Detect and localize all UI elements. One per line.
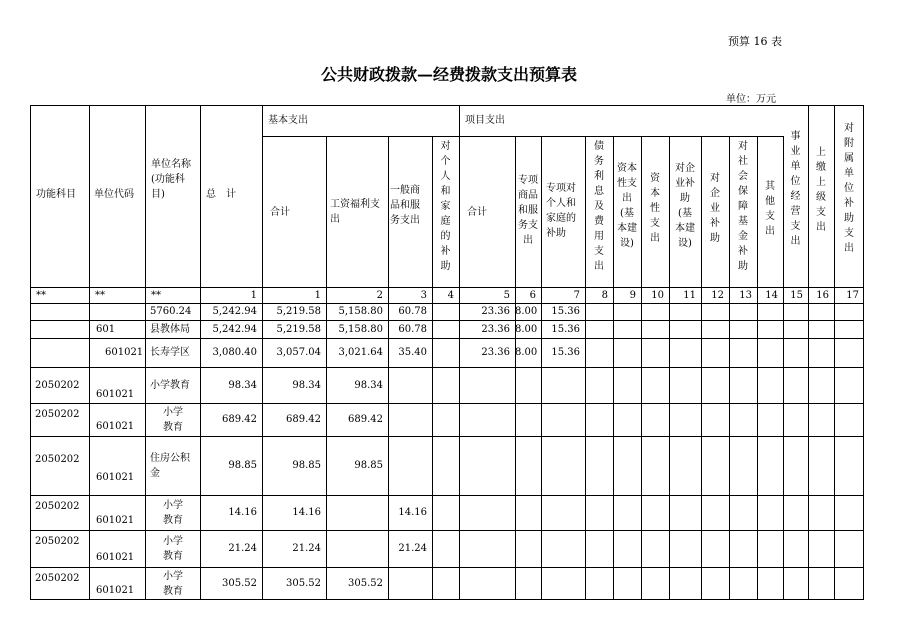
cell-proj-indiv: 15.36: [551, 306, 580, 317]
cell-total: 5,242.94: [212, 306, 257, 317]
index-cell: 17: [846, 290, 859, 301]
index-cell: 4: [447, 290, 454, 301]
cell-basic-sum: 689.42: [286, 414, 321, 425]
cell-basic-sum: 5,219.58: [276, 324, 321, 335]
cell-total: 5,242.94: [212, 324, 257, 335]
cell-function-code: 2050202: [35, 380, 80, 391]
header-basic-expenditure: 基本支出: [268, 115, 308, 126]
index-cell: 13: [739, 290, 752, 301]
cell-unit-name: 小学 教育: [163, 571, 183, 597]
cell-unit-name: 小学 教育: [163, 500, 183, 526]
cell-unit-code: 601021: [96, 472, 135, 483]
index-cell: 16: [816, 290, 829, 301]
cell-basic-sum: 3,057.04: [276, 347, 321, 358]
index-cell: 10: [651, 290, 664, 301]
cell-wage: 5,158.80: [338, 306, 383, 317]
index-cell: 1: [250, 290, 257, 301]
cell-wage: 5,158.80: [338, 324, 383, 335]
cell-total: 98.34: [228, 380, 257, 391]
index-cell: 8: [601, 290, 608, 301]
index-cell: 2: [376, 290, 383, 301]
cell-total: 305.52: [222, 578, 257, 589]
header-total: 总 计: [206, 189, 236, 200]
index-cell: 9: [629, 290, 636, 301]
cell-proj-goods: 8.00: [515, 306, 538, 317]
index-cell: 14: [765, 290, 778, 301]
index-cell: 7: [573, 290, 580, 301]
cell-unit-name: 小学 教育: [163, 407, 183, 433]
index-cell: 11: [683, 290, 696, 301]
cell-function-code: 2050202: [35, 409, 80, 420]
cell-unit-name: 5760.24: [150, 306, 192, 317]
cell-goods: 14.16: [398, 507, 427, 518]
header-other: 其 他 支 出: [765, 181, 775, 237]
cell-function-code: 2050202: [35, 536, 80, 547]
header-project-goods: 专项 商品 和服 务支 出: [518, 175, 538, 246]
cell-proj-sum: 23.36: [481, 347, 510, 358]
cell-total: 14.16: [228, 507, 257, 518]
cell-basic-sum: 305.52: [286, 578, 321, 589]
cell-unit-code: 601021: [96, 389, 135, 400]
cell-unit-code: 601021: [96, 552, 135, 563]
cell-unit-name: 住房公积 金: [150, 453, 190, 479]
cell-function-code: 2050202: [35, 573, 80, 584]
cell-proj-indiv: 15.36: [551, 347, 580, 358]
cell-basic-sum: 98.34: [292, 380, 321, 391]
header-project-expenditure: 项目支出: [465, 115, 505, 126]
cell-proj-goods: 8.00: [515, 324, 538, 335]
header-enterprise: 对 企 业 补 助: [710, 173, 720, 244]
header-function-subject: 功能科目: [36, 189, 76, 200]
cell-basic-sum: 14.16: [292, 507, 321, 518]
header-project-individual: 专项对 个人和 家庭的 补助: [546, 183, 576, 239]
cell-basic-sum: 5,219.58: [276, 306, 321, 317]
budget-table: [30, 105, 864, 600]
index-cell: 3: [420, 290, 427, 301]
header-subsidy-individual: 对 个 人 和 家 庭 的 补 助: [440, 141, 451, 272]
header-unit-code: 单位代码: [94, 189, 134, 200]
index-cell: 6: [529, 290, 536, 301]
cell-total: 3,080.40: [212, 347, 257, 358]
cell-unit-code: 601021: [96, 421, 135, 432]
cell-basic-sum: 21.24: [292, 543, 321, 554]
header-unit-name: 单位名称 (功能科 目): [151, 159, 191, 200]
cell-unit-name: 小学 教育: [163, 536, 183, 562]
header-enterprise-base: 对企 业补 助 (基 本建 设): [675, 163, 695, 249]
cell-wage: 3,021.64: [338, 347, 383, 358]
header-project-sum: 合计: [467, 207, 487, 218]
cell-function-code: 2050202: [35, 501, 80, 512]
cell-function-code: 2050202: [35, 454, 80, 465]
index-cell: **: [151, 290, 161, 301]
header-social-security: 对 社 会 保 障 基 金 补 助: [738, 141, 748, 272]
header-operating: 事 业 单 位 经 营 支 出: [790, 131, 801, 247]
cell-basic-sum: 98.85: [292, 460, 321, 471]
unit-label: 单位：万元: [726, 94, 776, 105]
header-goods-services: 一般商 品和服 务支出: [390, 185, 420, 226]
cell-unit-code: 601021: [105, 347, 144, 358]
cell-unit-code: 601021: [96, 515, 135, 526]
index-cell: 12: [711, 290, 724, 301]
index-cell: 1: [314, 290, 321, 301]
index-cell: 5: [503, 290, 510, 301]
cell-proj-sum: 23.36: [481, 324, 510, 335]
cell-unit-name: 长寿学区: [150, 347, 190, 358]
cell-total: 689.42: [222, 414, 257, 425]
cell-goods: 21.24: [398, 543, 427, 554]
cell-wage: 98.34: [354, 380, 383, 391]
cell-proj-goods: 8.00: [515, 347, 538, 358]
header-upper-level: 上 缴 上 级 支 出: [816, 147, 826, 233]
cell-unit-code: 601021: [96, 585, 135, 596]
page-title: 公共财政拨款—经费拨款支出预算表: [320, 65, 577, 84]
cell-unit-code: 601: [96, 324, 116, 335]
form-number: 预算 16 表: [728, 35, 782, 48]
cell-goods: 60.78: [398, 324, 427, 335]
header-affiliate: 对 附 属 单 位 补 助 支 出: [844, 123, 854, 254]
index-cell: **: [36, 290, 46, 301]
header-capital-base: 资本 性支 出 (基 本建 设): [617, 163, 637, 249]
cell-proj-sum: 23.36: [481, 306, 510, 317]
header-basic-sum: 合计: [270, 207, 290, 218]
cell-wage: 305.52: [348, 578, 383, 589]
header-capital: 资 本 性 支 出: [650, 173, 660, 244]
header-wage: 工资福利支 出: [330, 199, 380, 225]
cell-unit-name: 小学教育: [150, 380, 190, 391]
index-cell: 15: [790, 290, 803, 301]
cell-goods: 35.40: [398, 347, 427, 358]
cell-total: 98.85: [228, 460, 257, 471]
cell-goods: 60.78: [398, 306, 427, 317]
cell-total: 21.24: [228, 543, 257, 554]
index-cell: **: [95, 290, 105, 301]
cell-wage: 98.85: [354, 460, 383, 471]
cell-unit-name: 县教体局: [150, 324, 190, 335]
cell-wage: 689.42: [348, 414, 383, 425]
header-debt-interest: 债 务 利 息 及 费 用 支 出: [594, 141, 604, 272]
cell-proj-indiv: 15.36: [551, 324, 580, 335]
